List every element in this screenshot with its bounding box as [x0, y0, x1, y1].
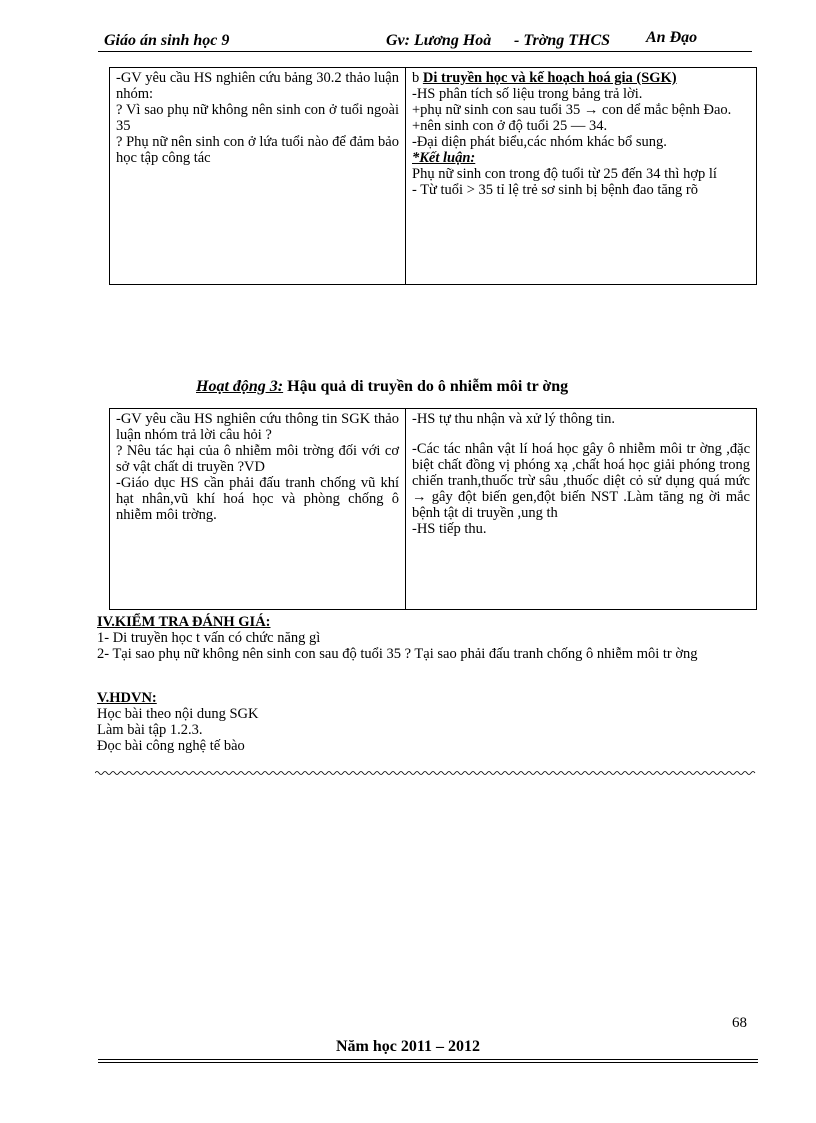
assessment-section	[97, 614, 757, 662]
table-line: -HS tự thu nhận và xử lý thông tin.	[412, 411, 615, 427]
wavy-divider	[95, 770, 757, 776]
student-activity-cell	[406, 409, 757, 610]
spacer	[412, 427, 750, 441]
subsection-title: Di truyền học và kế hoạch hoá gia (SGK)	[422, 70, 677, 86]
page-number: 68	[732, 1015, 747, 1031]
page-footer: Năm học 2011 – 2012	[336, 1038, 480, 1055]
assessment-item: 2- Tại sao phụ nữ không nên sinh con sau độ tuổi 35 ? Tại sao phải đấu tranh chống ô nhiễm môi tr ờng	[97, 646, 698, 662]
table-line: -HS phân tích số liệu trong bảng trả lời.	[412, 86, 643, 102]
footer-divider	[98, 1062, 758, 1063]
assessment-item: 1- Di truyền học t vấn có chức năng gì	[97, 630, 321, 646]
homework-section	[97, 690, 757, 754]
activity3-title: Hậu quả di truyền do ô nhiễm môi tr ờng	[283, 378, 569, 395]
table-line: -HS tiếp thu.	[412, 521, 487, 537]
teacher-activity-cell	[110, 68, 406, 285]
teacher-activity-cell	[110, 409, 406, 610]
table-line: +nên sinh con ở độ tuổi 25 — 34.	[412, 118, 608, 134]
table-row	[110, 68, 757, 285]
subsection-heading	[412, 70, 750, 86]
header-place: An Đạo	[646, 29, 698, 46]
table-line: -GV yêu cầu HS nghiên cứu thông tin SGK thảo luận nhóm trả lời câu hỏi ?	[116, 411, 399, 443]
table-row	[110, 409, 757, 610]
header-teacher: Gv: Lương Hoà	[386, 32, 492, 49]
header-subject: Giáo án sinh học 9	[104, 32, 230, 49]
table-line: -GV yêu cầu HS nghiên cứu bảng 30.2 thảo luận nhóm:	[116, 70, 399, 102]
table-line: ? Vì sao phụ nữ không nên sinh con ở tuổi ngoài 35	[116, 102, 399, 134]
table-line: +phụ nữ sinh con sau tuổi 35 → con dể mắc bệnh Đao.	[412, 102, 732, 118]
table-line: -Các tác nhân vật lí hoá học gây ô nhiễm môi tr ờng ,đặc biệt chất đồng vị phóng xạ ,chất hoá học giải phóng trong chiến tranh,thuốc trừ sâu ,thuốc diệt cỏ sử dụng quá mức → gây đột biến gen,đột biến NST .Làm tăng ng ời mắc bệnh tật di truyền ,ung th	[412, 441, 750, 521]
conclusion-label: *Kết luận:	[412, 150, 476, 166]
table-line: -Đại diện phát biểu,các nhóm khác bổ sung.	[412, 134, 667, 150]
activity2-table	[109, 67, 757, 285]
student-activity-cell	[406, 68, 757, 285]
table-line: Phụ nữ sinh con trong độ tuổi từ 25 đến 34 thì hợp lí	[412, 166, 717, 182]
subsection-prefix: b	[412, 70, 423, 86]
table-line: -Giáo dục HS cần phải đấu tranh chống vũ khí hạt nhân,vũ khí hoá học và phòng chống ô nhiễm môi trờng.	[116, 475, 399, 523]
table-line: - Từ tuổi > 35 tỉ lệ trẻ sơ sinh bị bệnh đao tăng rõ	[412, 182, 699, 198]
homework-item: Đọc bài công nghệ tế bào	[97, 738, 245, 754]
table-line: ? Phụ nữ nên sinh con ở lứa tuổi nào để đảm bảo học tập công tác	[116, 134, 399, 166]
header-school: - Trờng THCS	[514, 32, 611, 49]
activity3-table	[109, 408, 757, 610]
footer-divider	[98, 1059, 758, 1060]
header-divider	[98, 51, 752, 52]
page-header	[98, 28, 752, 52]
assessment-title: IV.KIỂM TRA ĐÁNH GIÁ:	[97, 614, 271, 630]
homework-title: V.HDVN:	[97, 690, 157, 706]
activity3-heading	[196, 378, 568, 396]
activity3-label: Hoạt động 3:	[196, 378, 284, 395]
homework-item: Làm bài tập 1.2.3.	[97, 722, 203, 738]
table-line: ? Nêu tác hại của ô nhiễm môi trờng đối với cơ sở vật chất di truyền ?VD	[116, 443, 399, 475]
homework-item: Học bài theo nội dung SGK	[97, 706, 259, 722]
